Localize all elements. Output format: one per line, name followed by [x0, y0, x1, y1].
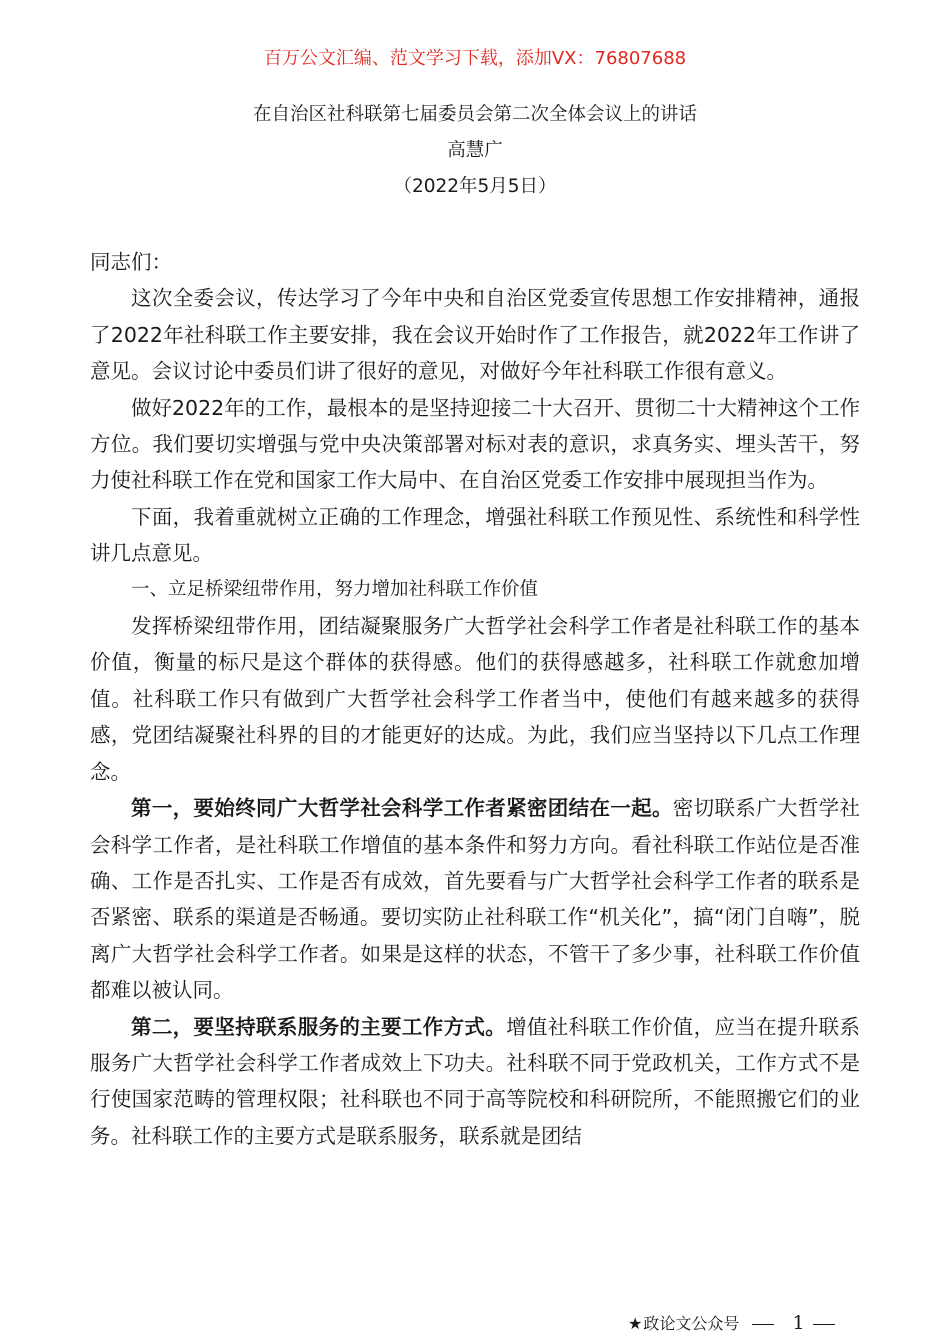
paragraph-1: 这次全委会议，传达学习了今年中央和自治区党委宣传思想工作安排精神，通报了2022年社科联工作主要安排，我在会议开始时作了工作报告，就2022年工作讲了意见。会议讨论中委员们讲了很好的意见，对做好今年社科联工作很有意义。 [90, 286, 860, 384]
paragraph-3: 下面，我着重就树立正确的工作理念，增强社科联工作预见性、系统性和科学性讲几点意见。 [90, 504, 860, 566]
point-2-text: 增值社科联工作价值，应当在提升联系服务广大哲学社会科学工作者成效上下功夫。社科联不同于党政机关，工作方式不是行使国家范畴的管理权限；社科联也不同于高等院校和科研院所，不能照搬它们的业务。社科联工作的主要方式是联系服务，联系就是团结 [90, 1014, 861, 1148]
star-icon: ★ [628, 1314, 643, 1333]
section-heading-1: 一、立足桥梁纽带作用，努力增加社科联工作价值 [131, 578, 539, 600]
document-header [0, 98, 950, 204]
speaker-name: 高慧广 [447, 140, 503, 161]
document-title: 在自治区社科联第七届委员会第二次全体会议上的讲话 [252, 104, 697, 125]
watermark-banner: 百万公文汇编、范文学习下载，添加VX：76807688 [263, 48, 687, 69]
footer-source: 政论文公众号 [643, 1314, 740, 1333]
footer-dash-left [752, 1324, 774, 1325]
point-1-lead: 第一，要始终同广大哲学社会科学工作者紧密团结在一起。 [131, 796, 673, 821]
paragraph-6 [90, 1009, 860, 1155]
footer-dash-right [813, 1324, 835, 1325]
page-number: 1 [792, 1312, 805, 1334]
speech-date: （2022年5月5日） [393, 176, 557, 197]
paragraph-2: 做好2022年的工作，最根本的是坚持迎接二十大召开、贯彻二十大精神这个工作方位。我们要切实增强与党中央决策部署对标对表的意识，求真务实、埋头苦干，努力使社科联工作在党和国家工作大局中、在自治区党委工作安排中展现担当作为。 [90, 395, 860, 493]
point-1-text: 密切联系广大哲学社会科学工作者，是社科联工作增值的基本条件和努力方向。看社科联工作站位是否准确、工作是否扎实、工作是否有成效，首先要看与广大哲学社会科学工作者的联系是否紧密、联系的渠道是否畅通。要切实防止社科联工作“机关化”，搞“闭门自嗨”，脱离广大哲学社会科学工作者。如果是这样的状态，不管干了多少事，社科联工作价值都难以被认同。 [90, 796, 861, 1003]
paragraph-5 [90, 790, 860, 1008]
point-2-lead: 第二，要坚持联系服务的主要工作方式。 [131, 1014, 507, 1039]
paragraph-4: 发挥桥梁纽带作用，团结凝聚服务广大哲学社会科学工作者是社科联工作的基本价值，衡量的标尺是这个群体的获得感。他们的获得感越多，社科联工作就愈加增值。社科联工作只有做到广大哲学社会科学工作者当中，使他们有越来越多的获得感，党团结凝聚社科界的目的才能更好的达成。为此，我们应当坚持以下几点工作理念。 [90, 614, 860, 784]
salutation: 同志们： [90, 250, 172, 274]
page-footer [628, 1312, 843, 1335]
speech-body [90, 244, 860, 1154]
